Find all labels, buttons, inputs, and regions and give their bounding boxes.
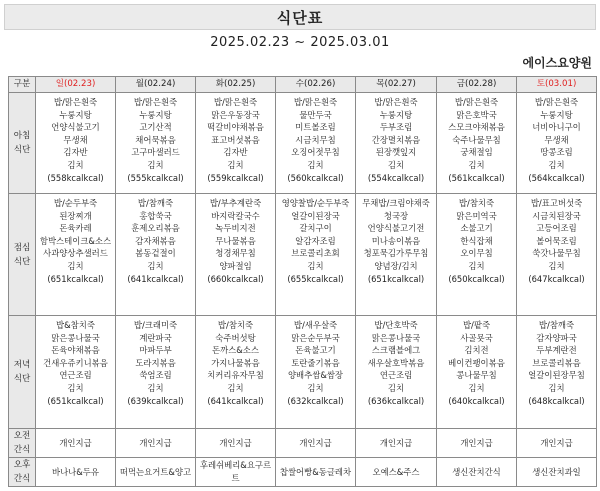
day-header: 토(03.01) [517,77,597,93]
menu-item: 김치 [227,159,244,170]
menu-item: 김치 [548,382,565,393]
menu-item: 언양식불고기전 [367,223,425,234]
menu-item: 김치 [147,260,164,271]
menu-item: (564kcalkcal) [528,172,585,183]
menu-item: 밥/맑은흰죽 [454,97,499,107]
menu-item: 양배추쌈&쌈장 [287,370,344,381]
menu-item: 스크램블에그 [371,345,421,356]
menu-item: 밥/크래미죽 [133,320,178,330]
menu-item: 마파두부 [139,345,172,356]
menu-item: 간장멸치볶음 [371,134,421,145]
menu-item: (632kcalkcal) [287,395,344,406]
meal-label-line: 저녁 [13,360,31,370]
menu-item: 김치 [307,382,324,393]
menu-table [8,76,597,487]
menu-item: 된장깻잎지 [375,147,417,158]
page-title: 식단표 [276,8,324,27]
menu-item: 연근조림 [379,370,413,381]
snack-item: 후레쉬베리&요구르트 [199,460,272,483]
menu-cell [36,93,116,194]
organization-name: 에이스요양원 [522,56,592,70]
menu-item: 숙주버섯탕 [215,332,256,343]
menu-item: 밥/표고버섯죽 [530,198,583,208]
menu-item: 된장찌개 [59,210,92,221]
snack-item: 개인지급 [379,437,413,448]
menu-item: 김치 [67,159,84,170]
menu-item: 땅콩조림 [540,147,573,158]
menu-item: 김치 [67,260,84,271]
menu-item: 김치전 [464,345,489,356]
meal-label-line: 아침 [13,131,31,141]
snack-item: 바나나&두유 [52,466,99,477]
menu-item: 토란줄기볶음 [291,357,340,368]
snack-item: 개인지급 [540,437,573,448]
header-row [9,77,597,93]
menu-cell [196,194,276,316]
menu-item: 숙주나물무침 [452,134,501,145]
menu-item: 청국장 [383,210,409,221]
menu-item: 사과양상추샐러드 [43,248,108,259]
menu-item: 두부계란전 [536,345,577,356]
menu-item: 양념장/김치 [374,260,418,271]
menu-cell [276,194,356,316]
menu-item: 밥/부추계란죽 [209,198,262,208]
menu-item: 맑은호박국 [456,109,497,120]
menu-cell [276,316,356,429]
menu-item: (639kcalkcal) [127,395,184,406]
menu-item: 물만두국 [299,109,332,120]
snack-item: 생신잔치과일 [532,466,581,477]
menu-item: (558kcalkcal) [47,172,104,183]
snack-item: 떠먹는요거트&양고 [119,466,192,477]
menu-item: 새우살호박볶음 [367,357,425,368]
snack-cell [116,458,196,487]
menu-item: (650kcalkcal) [448,273,505,284]
menu-cell [356,194,437,316]
menu-item: 양파절임 [219,260,252,271]
menu-item: 김치 [307,260,324,271]
menu-item: 김치 [67,382,84,393]
menu-item: 채어묵볶음 [135,134,176,145]
meal-row [9,194,597,316]
menu-item: 고기산적 [139,122,172,133]
menu-item: 김치 [387,159,405,170]
menu-item: (640kcalkcal) [448,395,505,406]
menu-item: 밥/참깨죽 [137,198,174,208]
menu-item: (641kcalkcal) [207,395,264,406]
menu-item: 오징어젓무침 [291,147,340,158]
snack-label-line: 간식 [13,474,31,484]
meal-label-line: 식단 [13,374,31,384]
snack-item: 오예스&주스 [372,466,420,477]
snack-item: 개인지급 [219,437,252,448]
menu-item: 한식잡채 [460,235,493,246]
menu-item: 브로콜리볶음 [532,357,581,368]
menu-cell [276,93,356,194]
menu-item: 맑은콩나물국 [51,332,100,343]
menu-item: 감자채볶음 [135,235,176,246]
menu-item: 표고버섯볶음 [211,134,260,145]
menu-item: 맑은미역국 [456,210,497,221]
snack-item: 생신잔치간식 [452,466,501,477]
menu-item: 밥&참치죽 [56,320,95,330]
snack-cell [196,429,276,458]
menu-item: 김자반 [63,147,88,158]
menu-item: (647kcalkcal) [528,273,585,284]
snack-cell [517,458,597,487]
menu-item: 김치 [147,159,164,170]
menu-item: 가지나물볶음 [211,357,260,368]
meal-row [9,93,597,194]
snack-label-line: 오후 [13,460,31,470]
menu-item: 사골묫국 [460,332,493,343]
corner-label: 구분 [9,77,36,93]
menu-item: 무생채 [63,134,88,145]
menu-item: 김치 [227,382,244,393]
menu-item: 고등어조림 [536,223,577,234]
day-header: 금(02.28) [437,77,517,93]
menu-item: 시금치된장국 [532,210,581,221]
menu-item: (651kcalkcal) [367,273,425,284]
menu-item: 밥/새우살죽 [293,320,338,330]
menu-cell [517,93,597,194]
menu-item: 청경채무침 [215,248,256,259]
menu-cell [356,316,437,429]
menu-item: (655kcalkcal) [287,273,344,284]
menu-item: 떡갈비야채볶음 [207,122,264,133]
menu-item: 얼갈이된장무침 [528,370,585,381]
menu-item: 계란파국 [139,332,172,343]
menu-item: 영양찰밥/순두부죽 [281,198,350,208]
snack-item: 개인지급 [299,437,332,448]
menu-item: 맑은순두부국 [291,332,340,343]
menu-item: 쑥갓나물무침 [532,248,581,259]
menu-item: 봄동겉절이 [135,248,176,259]
meal-label-line: 식단 [13,256,31,267]
menu-item: 궁채절임 [460,147,493,158]
menu-item: 건새우쥬키니볶음 [43,357,108,368]
snack-cell [356,458,437,487]
menu-item: 녹두비지전 [215,223,256,234]
menu-item: 도라지볶음 [135,357,176,368]
menu-cell [196,316,276,429]
meal-row [9,316,597,429]
day-header: 일(02.23) [36,77,116,93]
menu-cell [437,194,517,316]
menu-item: 밥/맑은흰죽 [293,97,338,107]
day-header: 월(02.24) [116,77,196,93]
menu-item: 누룽지탕 [139,109,172,120]
snack-item: 찹쌀어빵&동글레차 [279,466,352,477]
snack-item: 개인지급 [460,437,493,448]
menu-item: 소불고기 [460,223,493,234]
menu-item: 오이무침 [460,248,493,259]
snack-cell [437,458,517,487]
afternoon-snack-row [9,458,597,487]
menu-item: 치커리유자무침 [207,370,264,381]
menu-cell [517,194,597,316]
menu-item: 시금치무침 [295,134,336,145]
menu-item: 밥/단호박죽 [374,320,418,330]
menu-cell [437,93,517,194]
menu-item: 무나물볶음 [215,235,256,246]
snack-label-line: 간식 [13,445,31,455]
menu-item: 밥/맑은흰죽 [213,97,258,107]
menu-item: 밥/순두부죽 [53,198,98,208]
menu-item: 누룽지탕 [379,109,413,120]
snack-item: 개인지급 [59,437,92,448]
day-header: 수(02.26) [276,77,356,93]
menu-item: (554kcalkcal) [367,172,425,183]
date-range: 2025.02.23 ~ 2025.03.01 [210,35,390,50]
meal-label-line: 점심 [13,242,31,253]
meal-label [9,93,36,194]
menu-cell [116,194,196,316]
snack-cell [36,429,116,458]
menu-item: 맑은콩나물국 [371,332,421,343]
menu-item: 훈제오리볶음 [131,223,180,234]
menu-item: 밥/맑은흰죽 [133,97,178,107]
menu-item: 밥/참치죽 [458,198,495,208]
menu-item: 미트볼조림 [295,122,336,133]
menu-cell [356,93,437,194]
menu-item: (651kcalkcal) [47,395,104,406]
menu-item: 얼갈이된장국 [291,210,340,221]
menu-item: 콩나물무침 [456,370,497,381]
snack-cell [196,458,276,487]
menu-item: (651kcalkcal) [47,273,104,284]
menu-item: (660kcalkcal) [207,273,264,284]
menu-cell [116,316,196,429]
menu-item: 누룽지탕 [540,109,573,120]
snack-cell [276,429,356,458]
menu-cell [196,93,276,194]
snack-cell [276,458,356,487]
menu-item: 밥/맑은흰죽 [53,97,98,107]
menu-item: 김치 [468,382,485,393]
menu-item: 김치 [147,382,164,393]
menu-item: (648kcalkcal) [528,395,585,406]
menu-item: 쑥엄조림 [139,370,172,381]
snack-item: 개인지급 [139,437,172,448]
menu-item: 김자반 [223,147,248,158]
menu-item: 홍합쑥국 [139,210,172,221]
menu-cell [36,194,116,316]
menu-item: 돈육카레 [59,223,92,234]
menu-item: 감자양파국 [536,332,577,343]
snack-cell [356,429,437,458]
menu-item: 연근조림 [59,370,92,381]
menu-item: 돈육불고기 [295,345,336,356]
menu-item: (561kcalkcal) [448,172,505,183]
snack-cell [517,429,597,458]
menu-item: 베이컨팽이볶음 [448,357,505,368]
menu-item: 브로콜리초회 [291,248,340,259]
menu-item: 누룽지탕 [59,109,92,120]
menu-item: 미나송이볶음 [371,235,421,246]
menu-item: 밥/맑은흰죽 [534,97,579,107]
meal-label-line: 식단 [13,145,31,155]
menu-item: 너비아니구이 [532,122,581,133]
menu-item: 스모크야채볶음 [448,122,505,133]
menu-item: 알감자조림 [295,235,336,246]
menu-cell [116,93,196,194]
menu-item: 밥/참치죽 [217,320,254,330]
menu-item: 김치 [548,159,565,170]
snack-cell [116,429,196,458]
menu-item: 두부조림 [379,122,413,133]
title-bar [4,4,596,30]
menu-cell [437,316,517,429]
menu-item: (560kcalkcal) [287,172,344,183]
menu-cell [517,316,597,429]
menu-item: 밥/맑은흰죽 [374,97,418,107]
snack-label [9,458,36,487]
menu-item: (641kcalkcal) [127,273,184,284]
menu-item: 무생채 [544,134,569,145]
menu-item: 밥/팥죽 [462,320,491,330]
menu-item: 바지락칼국수 [211,210,260,221]
day-header: 화(02.25) [196,77,276,93]
menu-item: (636kcalkcal) [367,395,425,406]
snack-cell [437,429,517,458]
menu-item: 돈까스&소스 [212,345,259,356]
menu-cell [36,316,116,429]
meal-label [9,194,36,316]
menu-item: 맑은우동장국 [211,109,260,120]
menu-item: 무채밥/크림야채죽 [362,198,430,208]
snack-cell [36,458,116,487]
menu-item: 김치 [387,382,405,393]
snack-label-line: 오전 [13,431,31,441]
menu-item: (555kcalkcal) [127,172,184,183]
menu-item: 갈치구이 [299,223,332,234]
menu-item: 볼어묵조림 [536,235,577,246]
menu-item: 함박스테이크&소스 [39,235,112,246]
menu-item: 돈육야채볶음 [51,345,100,356]
menu-item: 김치 [548,260,565,271]
menu-item: (559kcalkcal) [207,172,264,183]
day-header: 목(02.27) [356,77,437,93]
menu-item: 고구마샐러드 [131,147,180,158]
snack-label [9,429,36,458]
menu-item: 언양식불고기 [51,122,100,133]
menu-item: 김치 [468,159,485,170]
menu-item: 김치 [307,159,324,170]
menu-item: 청포묵김가루무침 [363,248,429,259]
morning-snack-row [9,429,597,458]
menu-item: 밥/참깨죽 [538,320,575,330]
menu-item: 김치 [468,260,485,271]
meal-label [9,316,36,429]
